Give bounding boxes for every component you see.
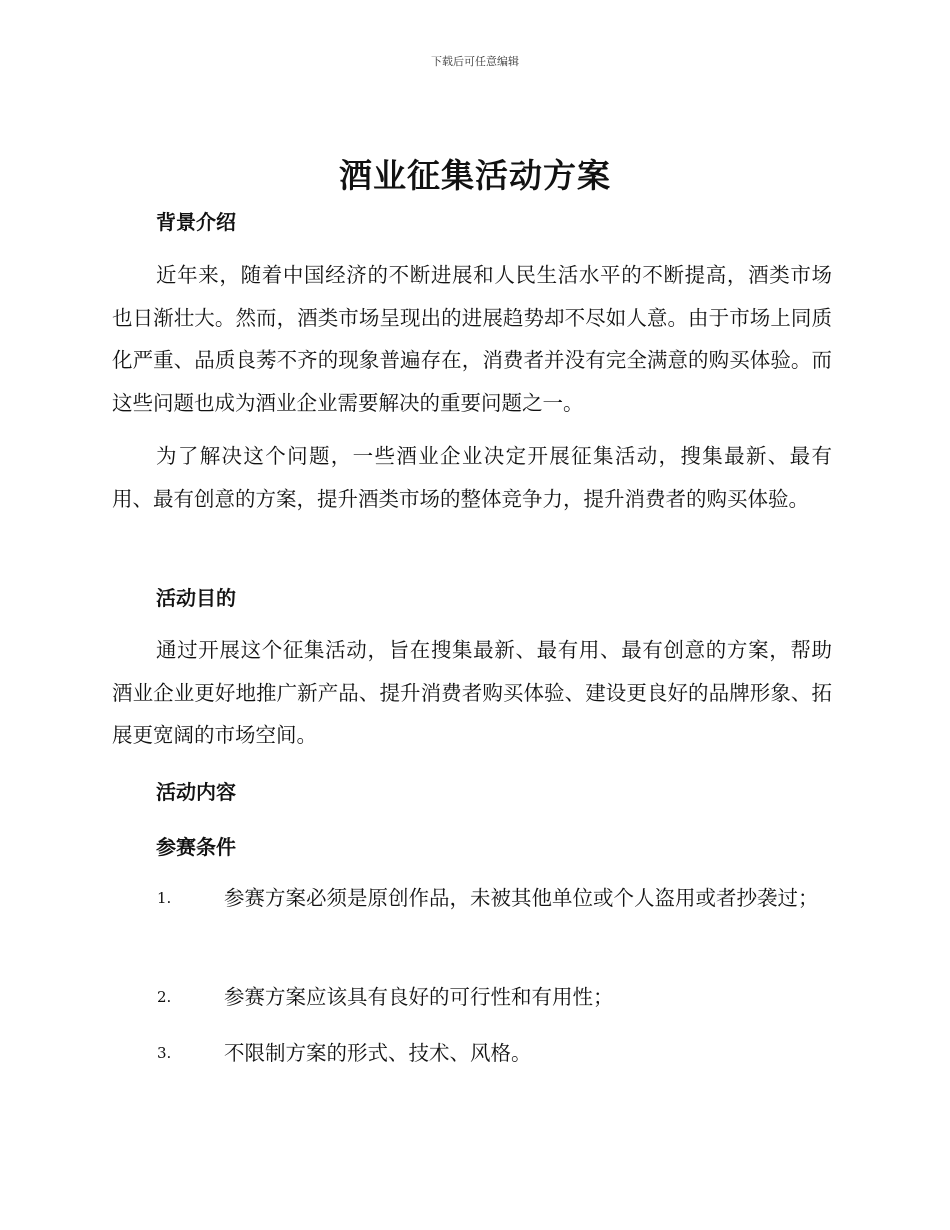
condition-item-text: 不限制方案的形式、技术、风格。: [224, 1041, 532, 1065]
background-paragraph-2: 为了解决这个问题，一些酒业企业决定开展征集活动，搜集最新、最有用、最有创意的方案，提升酒类市场的整体竞争力，提升消费者的购买体验。: [112, 444, 832, 511]
purpose-paragraph: 通过开展这个征集活动，旨在搜集最新、最有用、最有创意的方案，帮助酒业企业更好地推广新产品、提升消费者购买体验、建设更良好的品牌形象、拓展更宽阔的市场空间。: [112, 638, 832, 747]
condition-item-number: 1.: [157, 889, 172, 907]
condition-item-number: 3.: [157, 1044, 172, 1062]
condition-item: [112, 974, 832, 1020]
background-paragraph-1: 近年来，随着中国经济的不断进展和人民生活水平的不断提高，酒类市场也日渐壮大。然而，酒类市场呈现出的进展趋势却不尽如人意。由于市场上同质化严重、品质良莠不齐的现象普遍存在，消费者并没有完全满意的购买体验。而这些问题也成为酒业企业需要解决的重要问题之一。: [112, 263, 832, 415]
condition-item-text: 参赛方案应该具有良好的可行性和有用性；: [224, 985, 614, 1009]
header-note: 下载后可任意编辑: [431, 55, 519, 68]
condition-item: [112, 1030, 832, 1076]
document-title: 酒业征集活动方案: [339, 156, 611, 195]
condition-item-number: 2.: [157, 988, 172, 1006]
condition-item-text: 参赛方案必须是原创作品，未被其他单位或个人盗用或者抄袭过；: [224, 886, 819, 910]
section-heading-purpose: 活动目的: [156, 586, 236, 610]
section-heading-content: 活动内容: [156, 780, 236, 804]
section-heading-background: 背景介绍: [156, 210, 236, 234]
section-heading-conditions: 参赛条件: [156, 835, 236, 859]
condition-item: [112, 875, 832, 921]
